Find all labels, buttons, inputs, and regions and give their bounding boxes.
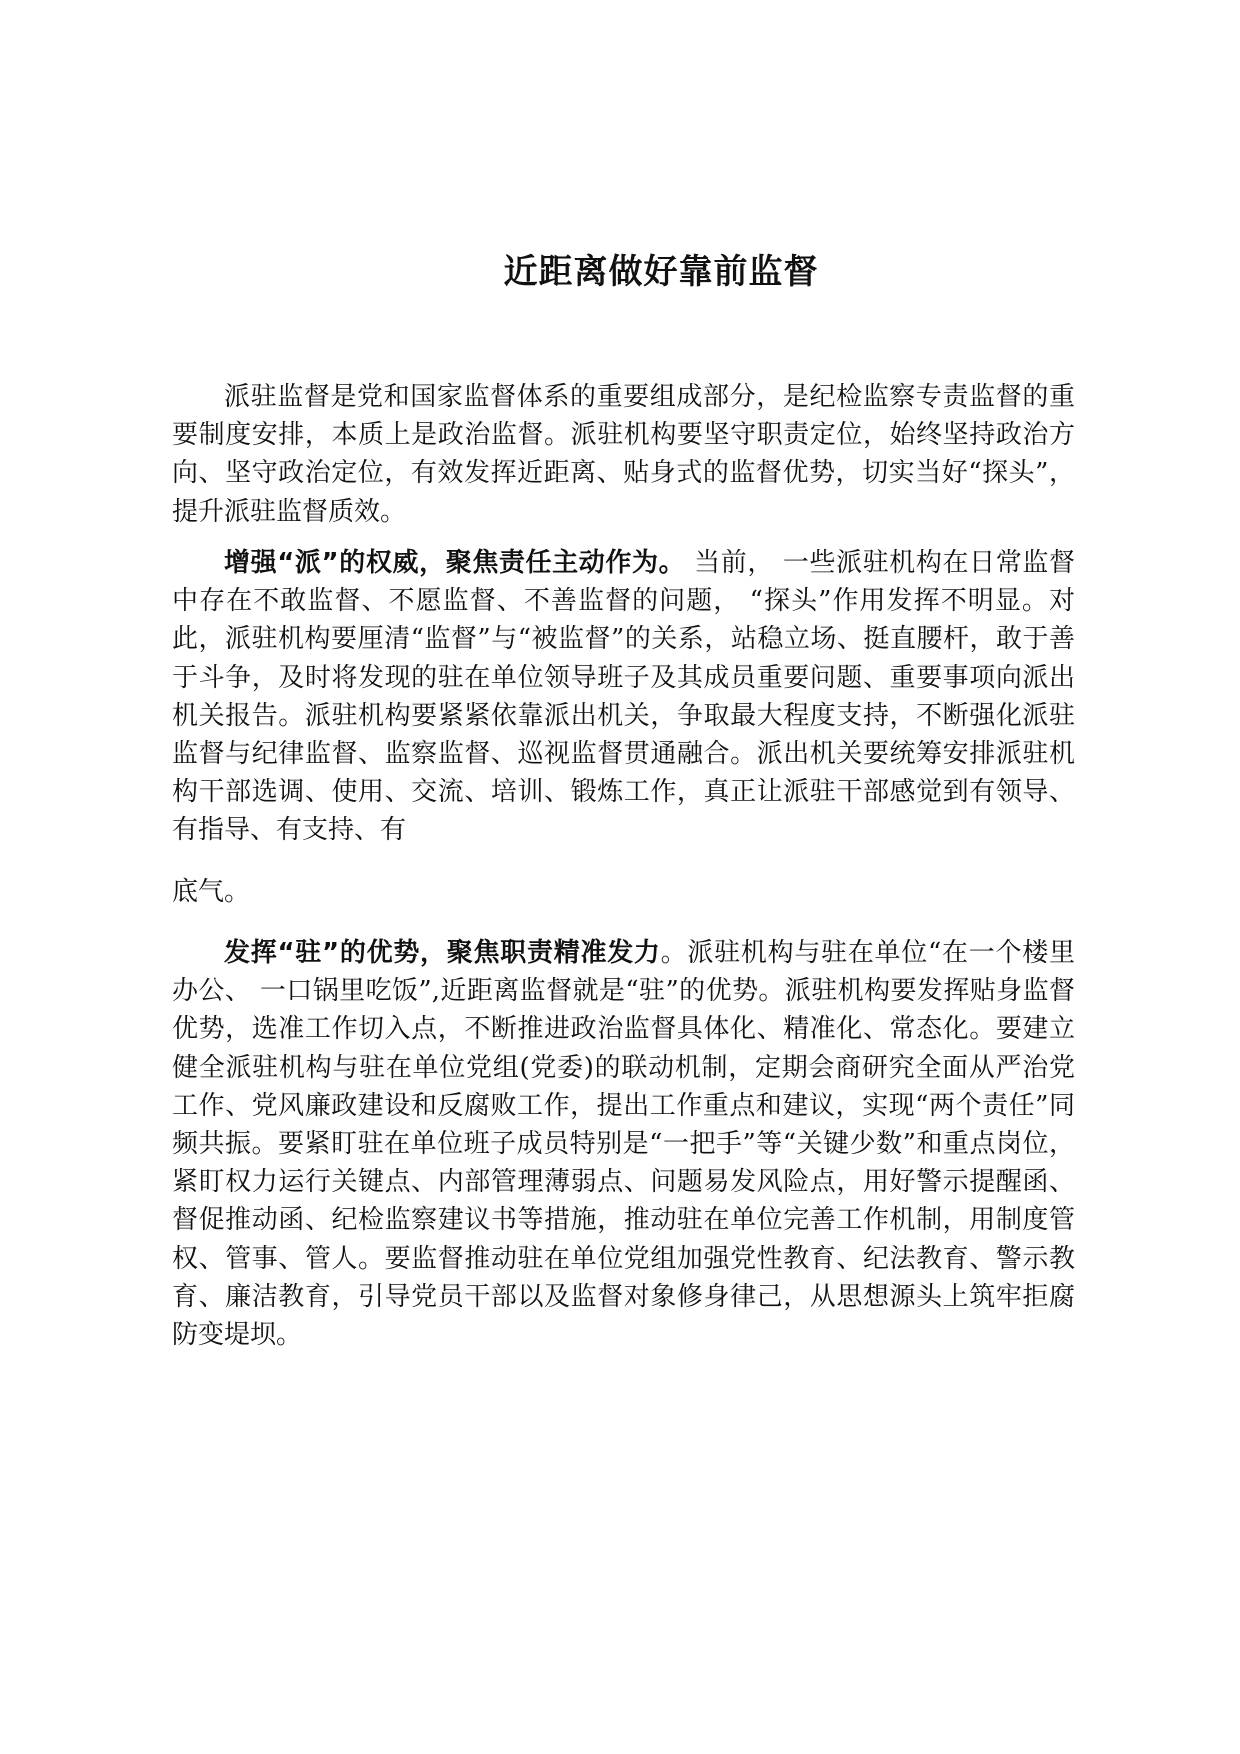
- paragraph-section-2: [172, 934, 1075, 1354]
- document-title: 近距离做好靠前监督: [503, 252, 819, 292]
- section-heading-inline: 增强“派”的权威，聚焦责任主动作为。: [224, 548, 686, 578]
- paragraph-intro: [172, 378, 1075, 531]
- paragraph-text: 派驻监督是党和国家监督体系的重要组成部分，是纪检监察专责监督的重要制度安排，本质上是政治监督。派驻机构要坚守职责定位，始终坚持政治方向、坚守政治定位，有效发挥近距离、贴身式的监督优势，切实当好“探头”，提升派驻监督质效。: [172, 382, 1075, 527]
- paragraph-text: 底气。: [172, 877, 251, 907]
- paragraph-section-1-tail: [172, 873, 1075, 911]
- paragraph-section-1: [172, 544, 1075, 850]
- paragraph-text: 当前， 一些派驻机构在日常监督中存在不敢监督、不愿监督、不善监督的问题， “探头”作用发挥不明显。对此，派驻机构要厘清“监督”与“被监督”的关系，站稳立场、挺直腰杆，敢于善于斗争，及时将发现的驻在单位领导班子及其成员重要问题、重要事项向派出机关报告。派驻机构要紧紧依靠派出机关，争取最大程度支持，不断强化派驻监督与纪律监督、监察监督、巡视监督贯通融合。派出机关要统筹安排派驻机构干部选调、使用、交流、培训、锻炼工作，真正让派驻干部感觉到有领导、有指导、有支持、有: [172, 548, 1075, 846]
- paragraph-text: 。派驻机构与驻在单位“在一个楼里办公、 一口锅里吃饭”,近距离监督就是“驻”的优势。派驻机构要发挥贴身监督优势，选准工作切入点，不断推进政治监督具体化、精准化、常态化。要建立健全派驻机构与驻在单位党组(党委)的联动机制，定期会商研究全面从严治党工作、党风廉政建设和反腐败工作，提出工作重点和建议，实现“两个责任”同频共振。要紧盯驻在单位班子成员特别是“一把手”等“关键少数”和重点岗位，紧盯权力运行关键点、内部管理薄弱点、问题易发风险点，用好警示提醒函、督促推动函、纪检监察建议书等措施，推动驻在单位完善工作机制，用制度管权、管事、管人。要监督推动驻在单位党组加强党性教育、纪法教育、警示教育、廉洁教育，引导党员干部以及监督对象修身律己，从思想源头上筑牢拒腐防变堤坝。: [172, 938, 1075, 1351]
- section-heading-inline: 发挥“驻”的优势，聚焦职责精准发力: [224, 938, 661, 968]
